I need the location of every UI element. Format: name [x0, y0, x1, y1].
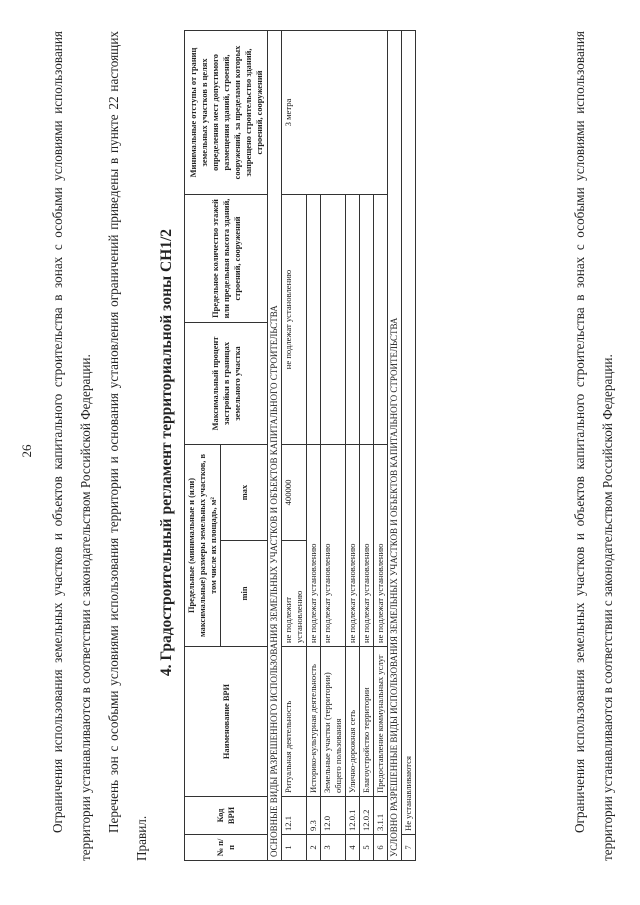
cell-code: 9.3: [307, 797, 321, 835]
cell-name: Ритуальная деятельность: [282, 647, 307, 797]
bottom-text: [566, 31, 622, 861]
section-row-main: [268, 31, 282, 861]
intro-text: [44, 31, 156, 861]
header-row: [185, 31, 221, 861]
cell-min: не подлежат установлению: [360, 445, 374, 647]
section-main-label: ОСНОВНЫЕ ВИДЫ РАЗРЕШЕННОГО ИСПОЛЬЗОВАНИЯ ЗЕМЕЛЬНЫХ УЧАСТКОВ И ОБЪЕКТОВ КАПИТАЛЬНОГО СТРОИТЕЛЬСТВА: [268, 31, 282, 861]
cell-cond-text: Не устанавливаются: [402, 31, 416, 835]
header-code: Код ВРИ: [185, 797, 268, 835]
header-percent: Максимальный процент застройки в границах земельного участка: [185, 323, 268, 445]
page-number: 26: [19, 444, 34, 458]
cell-empty: [374, 195, 388, 445]
intro-paragraph-2: Перечень зон с особыми условиями использования территории и основания установления ограничений приведены в пункте 22 настоящих Правил.: [106, 31, 149, 861]
cell-name: Благоустройство территории: [360, 647, 374, 797]
cell-setback: 3 метра: [282, 31, 388, 195]
cell-min: не подлежат установлению: [346, 445, 360, 647]
bottom-paragraph: Ограничения использования земельных участков и объектов капитального строительства в зонах с особыми условиями использования территории устанавливаются в соответствии с законодательством Российской Федерации.: [572, 31, 615, 861]
cell-code: 12.0: [321, 797, 346, 835]
header-sizes: Предельные (минимальные и (или) максимальные) размеры земельных участков, в том числе их площадь, м²: [185, 445, 221, 647]
header-name: Наименование ВРИ: [185, 647, 268, 797]
header-min: min: [221, 541, 268, 647]
cell-percent-floors: не подлежат установлению: [282, 195, 307, 445]
section-conditional-label: УСЛОВНО РАЗРЕШЕННЫЕ ВИДЫ ИСПОЛЬЗОВАНИЯ ЗЕМЕЛЬНЫХ УЧАСТКОВ И ОБЪЕКТОВ КАПИТАЛЬНОГО СТРОИТЕЛЬСТВА: [388, 31, 402, 861]
cell-empty: [360, 195, 374, 445]
cell-min: не подлежат установлению: [321, 445, 346, 647]
header-num: № п/п: [185, 835, 268, 861]
regulation-table: [184, 30, 416, 861]
header-floors: Предельное количество этажей или предельная высота зданий, строений, сооружений: [185, 195, 268, 323]
table-row: [402, 31, 416, 861]
cell-name: Предоставление коммунальных услуг: [374, 647, 388, 797]
cell-name: Улично-дорожная сеть: [346, 647, 360, 797]
cell-code: 12.0.2: [360, 797, 374, 835]
cell-code: 12.1: [282, 797, 307, 835]
cell-empty: [346, 195, 360, 445]
cell-min: не подлежат установлению: [307, 445, 321, 647]
cell-max: 400000: [282, 445, 307, 541]
cell-num: 5: [360, 835, 374, 861]
cell-min: не подлежит установлению: [282, 541, 307, 647]
cell-num: 2: [307, 835, 321, 861]
cell-num: 4: [346, 835, 360, 861]
section-row-conditional: [388, 31, 402, 861]
cell-num: 6: [374, 835, 388, 861]
table-row: [282, 31, 307, 861]
cell-code: 3.1.1: [374, 797, 388, 835]
cell-empty: [307, 195, 321, 445]
cell-empty: [321, 195, 346, 445]
cell-num: 3: [321, 835, 346, 861]
cell-num: 1: [282, 835, 307, 861]
section-title: 4. Градостроительный регламент территориальной зоны СН1/2: [158, 228, 175, 677]
header-setback: Минимальные отступы от границ земельных участков в целях определения мест допустимого размещения зданий, строений, сооружений, за пределами которых запрещено строительство зданий, строений, сооружений: [185, 31, 268, 195]
cell-name: Историко-культурная деятельность: [307, 647, 321, 797]
cell-min: не подлежат установлению: [374, 445, 388, 647]
cell-code: 12.0.1: [346, 797, 360, 835]
header-max: max: [221, 445, 268, 541]
cell-num: 7: [402, 835, 416, 861]
intro-paragraph-1: Ограничения использования земельных участков и объектов капитального строительства в зонах с особыми условиями использования территории устанавливаются в соответствии с законодательством Российской Федерации.: [50, 31, 93, 861]
cell-name: Земельные участки (территории) общего пользования: [321, 647, 346, 797]
